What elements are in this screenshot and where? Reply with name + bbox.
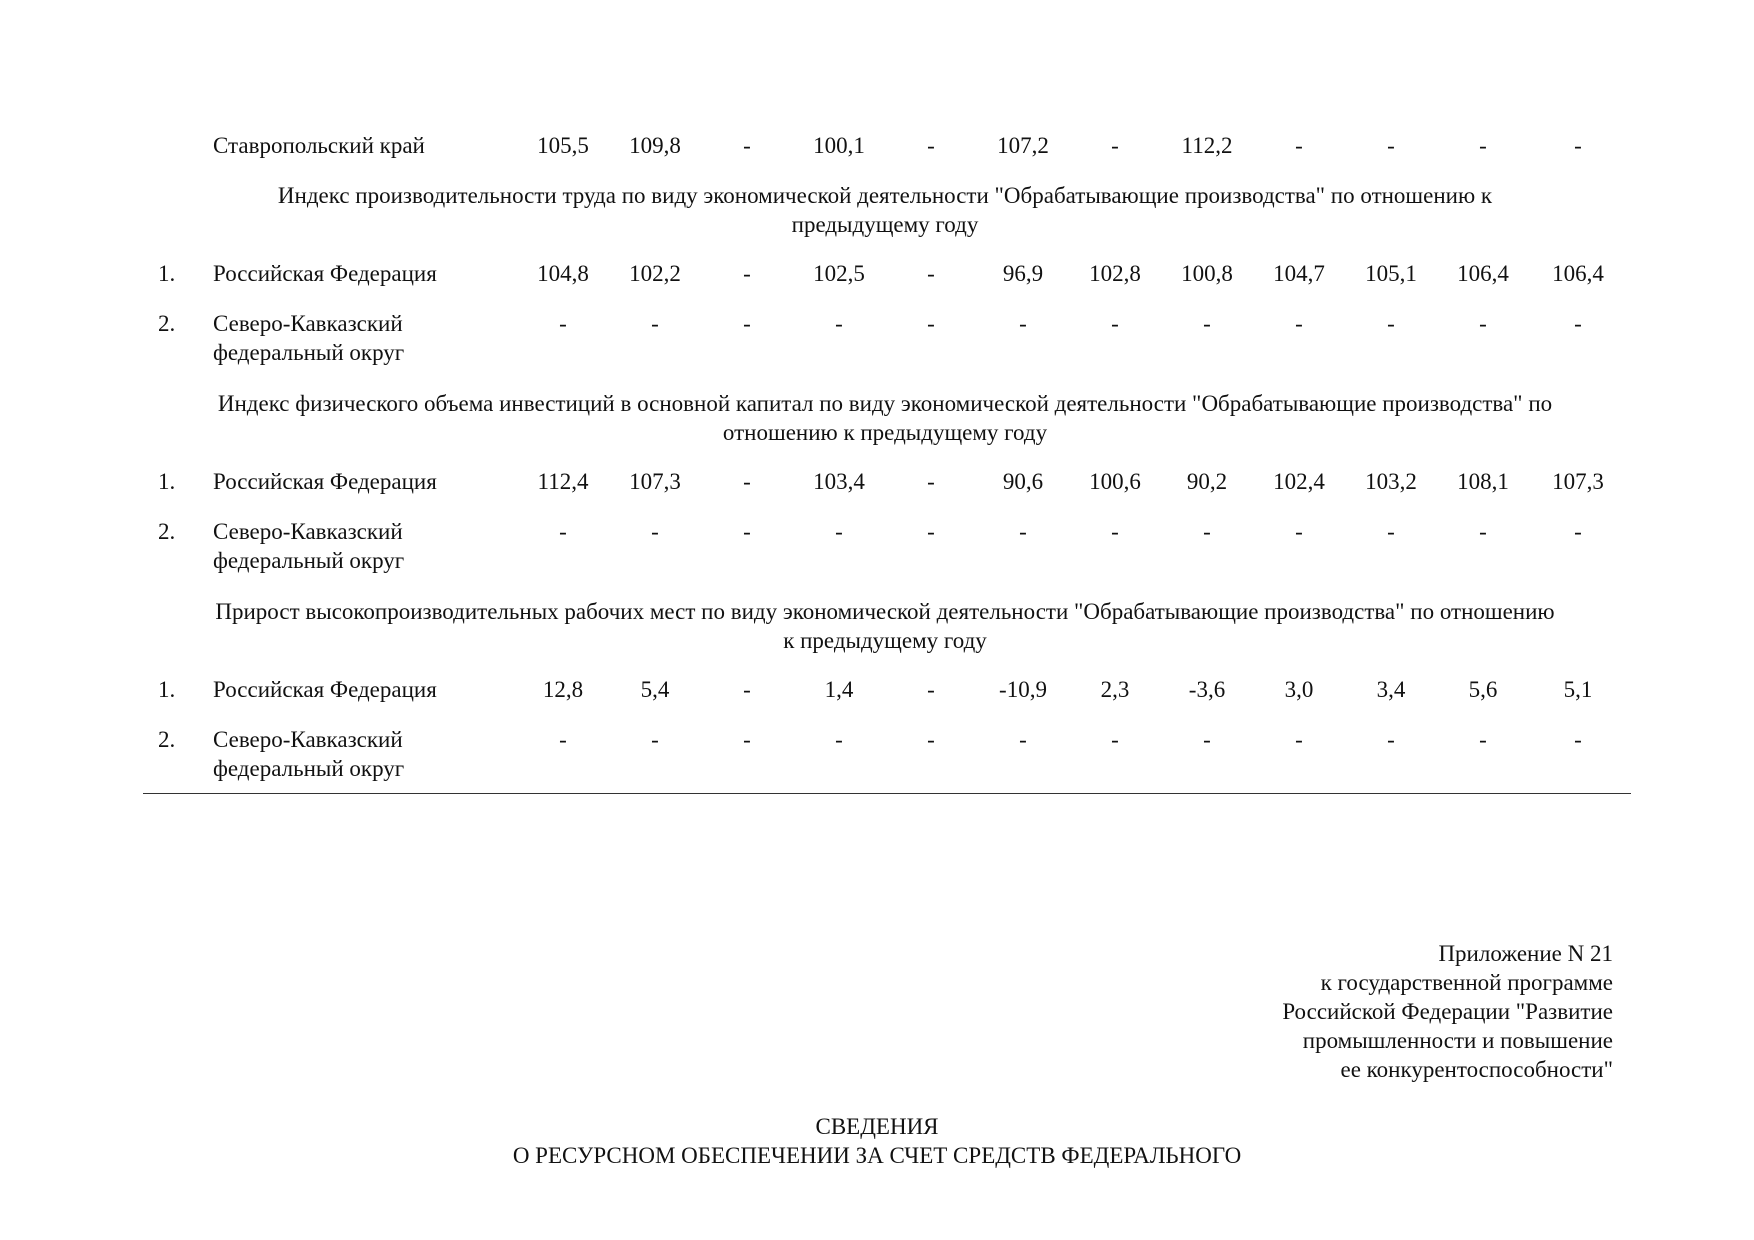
value-cell: - bbox=[1019, 311, 1027, 336]
section-title-line: Индекс физического объема инвестиций в основной капитал по виду экономической деятельности "Обрабатывающие производства" по bbox=[217, 391, 1553, 416]
value-cell: - bbox=[559, 519, 567, 544]
value-cell: - bbox=[1479, 727, 1487, 752]
value-cell: 107,3 bbox=[629, 469, 681, 494]
table-row bbox=[0, 309, 1754, 369]
value-cell: 100,6 bbox=[1089, 469, 1141, 494]
value-cell: - bbox=[1574, 311, 1582, 336]
value-cell: - bbox=[743, 133, 751, 158]
value-cell: - bbox=[1019, 519, 1027, 544]
value-cell: - bbox=[743, 261, 751, 286]
region-name-line: Северо-Кавказский bbox=[213, 311, 403, 336]
value-cell: - bbox=[1111, 133, 1119, 158]
value-cell: -3,6 bbox=[1188, 677, 1226, 702]
value-cell: - bbox=[927, 133, 935, 158]
value-cell: - bbox=[651, 519, 659, 544]
region-name bbox=[213, 675, 473, 704]
value-cell: - bbox=[1019, 727, 1027, 752]
value-cell: - bbox=[927, 519, 935, 544]
value-cell: - bbox=[1574, 133, 1582, 158]
value-cell: - bbox=[1479, 311, 1487, 336]
value-cell: 108,1 bbox=[1457, 469, 1509, 494]
value-cell: 102,8 bbox=[1089, 261, 1141, 286]
value-cell: - bbox=[927, 727, 935, 752]
section-title-line: к предыдущему году bbox=[783, 628, 987, 653]
appendix-line: Российской Федерации "Развитие bbox=[1282, 999, 1613, 1024]
value-cell: - bbox=[651, 727, 659, 752]
value-cell: 106,4 bbox=[1457, 261, 1509, 286]
table-row bbox=[0, 725, 1754, 785]
value-cell: - bbox=[1479, 133, 1487, 158]
appendix-line: Приложение N 21 bbox=[1438, 941, 1613, 966]
value-cell: - bbox=[1203, 311, 1211, 336]
document-title bbox=[0, 1112, 1754, 1170]
value-cell: - bbox=[1203, 727, 1211, 752]
value-cell: - bbox=[1111, 311, 1119, 336]
value-cell: - bbox=[743, 311, 751, 336]
region-name-line: Северо-Кавказский bbox=[213, 727, 403, 752]
region-name bbox=[213, 309, 473, 367]
value-cell: - bbox=[927, 261, 935, 286]
value-cell: 104,7 bbox=[1273, 261, 1325, 286]
row-index: 2. bbox=[158, 727, 176, 752]
value-cell: 3,0 bbox=[1284, 677, 1314, 702]
region-name-line: Северо-Кавказский bbox=[213, 519, 403, 544]
region-name-line: федеральный округ bbox=[213, 340, 405, 365]
value-cell: 96,9 bbox=[1002, 261, 1044, 286]
value-cell: 5,6 bbox=[1468, 677, 1498, 702]
appendix-line: к государственной программе bbox=[1320, 970, 1613, 995]
value-cell: - bbox=[1295, 311, 1303, 336]
document-title-line: О РЕСУРСНОМ ОБЕСПЕЧЕНИИ ЗА СЧЕТ СРЕДСТВ ФЕДЕРАЛЬНОГО bbox=[512, 1143, 1242, 1168]
value-cell: 90,6 bbox=[1002, 469, 1044, 494]
section-title-labor-productivity bbox=[140, 181, 1630, 239]
region-name bbox=[213, 725, 473, 783]
value-cell: - bbox=[927, 677, 935, 702]
value-cell: 102,4 bbox=[1273, 469, 1325, 494]
value-cell: 2,3 bbox=[1100, 677, 1130, 702]
value-cell: 104,8 bbox=[537, 261, 589, 286]
value-cell: - bbox=[1387, 311, 1395, 336]
value-cell: 107,2 bbox=[997, 133, 1049, 158]
value-cell: - bbox=[835, 519, 843, 544]
value-cell: 103,2 bbox=[1365, 469, 1417, 494]
value-cell: 103,4 bbox=[813, 469, 865, 494]
region-name: Ставропольский край bbox=[213, 133, 425, 158]
row-index: 1. bbox=[158, 469, 176, 494]
value-cell: - bbox=[743, 727, 751, 752]
section-title-line: предыдущему году bbox=[791, 212, 979, 237]
region-name-line: Российская Федерация bbox=[213, 469, 437, 494]
value-cell: - bbox=[927, 469, 935, 494]
region-name bbox=[213, 517, 473, 575]
section-title-line: Прирост высокопроизводительных рабочих мест по виду экономической деятельности "Обрабатывающие производства" по отношению bbox=[215, 599, 1555, 624]
row-index: 1. bbox=[158, 261, 176, 286]
region-name bbox=[213, 467, 473, 496]
value-cell: 5,1 bbox=[1563, 677, 1593, 702]
value-cell: - bbox=[743, 469, 751, 494]
value-cell: - bbox=[1479, 519, 1487, 544]
value-cell: 102,2 bbox=[629, 261, 681, 286]
value-cell: - bbox=[1295, 727, 1303, 752]
value-cell: 102,5 bbox=[813, 261, 865, 286]
value-cell: 112,2 bbox=[1181, 133, 1233, 158]
section-title-workplaces-growth bbox=[140, 597, 1630, 655]
value-cell: - bbox=[1111, 519, 1119, 544]
section-title-investment-index bbox=[140, 389, 1630, 447]
table-bottom-border bbox=[143, 793, 1631, 794]
value-cell: 107,3 bbox=[1552, 469, 1604, 494]
value-cell: 109,8 bbox=[629, 133, 681, 158]
value-cell: 100,1 bbox=[813, 133, 865, 158]
row-index: 2. bbox=[158, 311, 176, 336]
value-cell: 100,8 bbox=[1181, 261, 1233, 286]
region-name-line: федеральный округ bbox=[213, 548, 405, 573]
value-cell: 105,5 bbox=[537, 133, 589, 158]
value-cell: 12,8 bbox=[542, 677, 584, 702]
region-name-line: Российская Федерация bbox=[213, 677, 437, 702]
row-index: 1. bbox=[158, 677, 176, 702]
value-cell: 105,1 bbox=[1365, 261, 1417, 286]
value-cell: - bbox=[1574, 727, 1582, 752]
value-cell: - bbox=[1203, 519, 1211, 544]
value-cell: 112,4 bbox=[537, 469, 589, 494]
region-name-line: федеральный округ bbox=[213, 756, 405, 781]
row-index: 2. bbox=[158, 519, 176, 544]
value-cell: - bbox=[1387, 519, 1395, 544]
value-cell: -10,9 bbox=[999, 677, 1047, 702]
value-cell: - bbox=[835, 311, 843, 336]
value-cell: - bbox=[1295, 519, 1303, 544]
value-cell: - bbox=[835, 727, 843, 752]
value-cell: - bbox=[927, 311, 935, 336]
appendix-line: ее конкурентоспособности" bbox=[1340, 1057, 1613, 1082]
value-cell: - bbox=[559, 311, 567, 336]
value-cell: - bbox=[743, 519, 751, 544]
region-name bbox=[213, 259, 473, 288]
value-cell: - bbox=[559, 727, 567, 752]
value-cell: 106,4 bbox=[1552, 261, 1604, 286]
value-cell: 90,2 bbox=[1186, 469, 1228, 494]
value-cell: - bbox=[1574, 519, 1582, 544]
value-cell: - bbox=[1111, 727, 1119, 752]
region-name-line: Российская Федерация bbox=[213, 261, 437, 286]
value-cell: - bbox=[1387, 133, 1395, 158]
section-title-line: Индекс производительности труда по виду экономической деятельности "Обрабатывающие производства" по отношению к bbox=[277, 183, 1493, 208]
section-title-line: отношению к предыдущему году bbox=[722, 420, 1048, 445]
value-cell: - bbox=[1295, 133, 1303, 158]
value-cell: - bbox=[651, 311, 659, 336]
appendix-line: промышленности и повышение bbox=[1302, 1028, 1613, 1053]
appendix-note bbox=[1282, 939, 1613, 1084]
value-cell: 1,4 bbox=[824, 677, 854, 702]
value-cell: 5,4 bbox=[640, 677, 670, 702]
document-title-line: СВЕДЕНИЯ bbox=[815, 1114, 939, 1139]
value-cell: 3,4 bbox=[1376, 677, 1406, 702]
value-cell: - bbox=[743, 677, 751, 702]
value-cell: - bbox=[1387, 727, 1395, 752]
table-row bbox=[0, 517, 1754, 577]
